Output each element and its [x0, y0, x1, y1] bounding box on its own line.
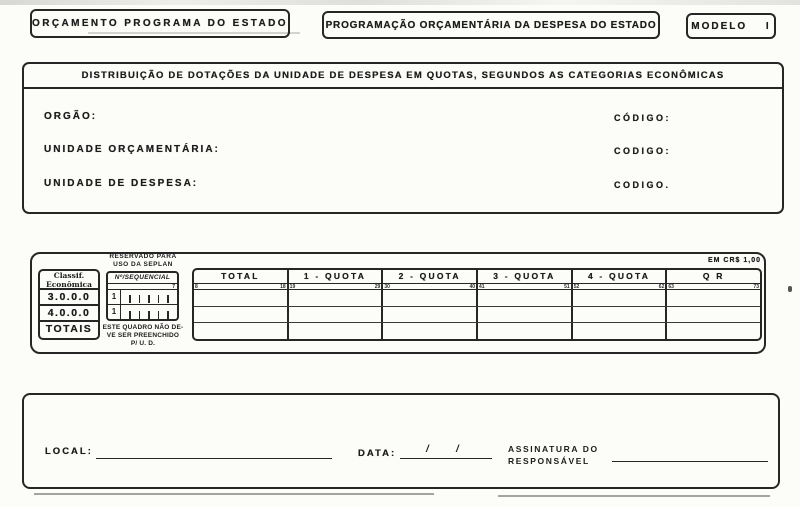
- position-cell: [478, 284, 573, 289]
- signature-label-line2: RESPONSÁVEL: [508, 456, 590, 466]
- classification-header-line1: Classif.: [53, 271, 85, 280]
- column-header-total: TOTAL: [194, 270, 289, 283]
- signature-fill-line: [612, 444, 768, 462]
- section-title: DISTRIBUIÇÃO DE DOTAÇÕES DA UNIDADE DE DESPESA EM QUOTAS, SEGUNDOS AS CATEGORIAS ECONÔMICAS: [24, 64, 782, 89]
- position-marker: 73: [753, 284, 760, 290]
- orgao-field-label: ORGÃO:: [44, 111, 98, 122]
- table-cell-empty: [573, 290, 668, 306]
- row-marker: 1: [108, 305, 121, 320]
- classification-row-3000: 3.0.0.0: [40, 290, 98, 306]
- table-row: [194, 290, 760, 307]
- table-cell-empty: [383, 290, 478, 306]
- column-header-quota3: 3 - QUOTA: [478, 270, 573, 283]
- date-slash: /: [426, 444, 429, 455]
- position-marker: 40: [469, 284, 476, 290]
- column-header-qr: Q R: [702, 271, 725, 281]
- signature-label: [508, 443, 599, 467]
- position-cell: [194, 284, 289, 289]
- currency-note: EM CR$ 1,00: [707, 257, 761, 264]
- classification-header-line2: Econômica: [46, 279, 92, 289]
- unidade-orcamentaria-field-label: UNIDADE ORÇAMENTÁRIA:: [44, 144, 220, 155]
- table-cell-empty: [573, 307, 668, 323]
- seplan-reserved-note-line1: RESERVADO PARA: [109, 253, 177, 260]
- date-fill-line: [400, 441, 492, 459]
- local-field-label: LOCAL:: [45, 446, 93, 457]
- table-row: [194, 323, 760, 340]
- digit-tick-marks: [121, 305, 177, 320]
- position-cell: [383, 284, 478, 289]
- scan-artifact-line: [498, 495, 770, 497]
- position-marker: 7: [172, 284, 175, 290]
- position-marker: 29: [374, 284, 381, 290]
- position-cell: [289, 284, 384, 289]
- table-cell-empty: [194, 290, 289, 306]
- scan-smudge: [0, 0, 800, 5]
- classification-row-4000: 4.0.0.0: [40, 306, 98, 322]
- orgao-code-label: CÓDIGO:: [614, 113, 671, 123]
- seplan-reserved-note-line2: USO DA SEPLAN: [113, 260, 173, 268]
- table-cell-empty: [667, 307, 760, 323]
- row-marker: 1: [108, 290, 121, 304]
- table-cell-empty: [667, 323, 760, 340]
- seplan-bottom-note-line3: P/ U. D.: [130, 340, 156, 347]
- table-cell-empty: [289, 307, 384, 323]
- classification-row-totais: TOTAIS: [45, 323, 93, 335]
- date-slash: /: [456, 444, 459, 455]
- position-marker: 8: [195, 284, 198, 290]
- position-marker: 52: [573, 284, 580, 290]
- table-cell-empty: [383, 323, 478, 340]
- column-header-quota2: 2 - QUOTA: [383, 270, 478, 283]
- position-cell: [667, 284, 760, 289]
- form-name-box: [30, 9, 290, 38]
- position-marker: 18: [280, 284, 286, 290]
- sequential-digit-row: [108, 290, 177, 305]
- position-marker: 30: [384, 284, 390, 290]
- table-row: [194, 307, 760, 324]
- identification-section: [22, 62, 784, 214]
- column-header-quota4: 4 - QUOTA: [573, 270, 668, 283]
- economic-classification-box: [38, 269, 100, 340]
- form-name-label: ORÇAMENTO PROGRAMA DO ESTADO: [32, 18, 288, 29]
- table-cell-empty: [194, 307, 289, 323]
- date-field-label: DATA:: [358, 448, 397, 459]
- scan-artifact-line: [34, 493, 434, 495]
- form-subject-label: PROGRAMAÇÃO ORÇAMENTÁRIA DA DESPESA DO ESTADO: [325, 19, 657, 31]
- form-subject-box: [322, 11, 660, 39]
- quota-table: [192, 268, 762, 341]
- table-cell-empty: [667, 290, 760, 306]
- table-cell-empty: [289, 290, 384, 306]
- unidade-despesa-code-label: CODIGO.: [614, 180, 671, 190]
- seplan-bottom-note-line2: VE SER PREENCHIDO: [106, 332, 180, 339]
- sequential-digit-row: [108, 305, 177, 320]
- table-cell-empty: [478, 307, 573, 323]
- table-cell-empty: [478, 323, 573, 340]
- unidade-orcamentaria-code-label: CODIGO:: [614, 146, 671, 156]
- scan-artifact-dot: [788, 286, 792, 292]
- model-label: MODELO I: [691, 20, 771, 32]
- position-marker: 51: [564, 284, 570, 290]
- position-marker: 19: [289, 284, 296, 290]
- position-marker: 63: [668, 284, 674, 290]
- model-box: [686, 13, 776, 39]
- table-cell-empty: [194, 323, 289, 340]
- table-cell-empty: [478, 290, 573, 306]
- position-cell: [573, 284, 668, 289]
- digit-tick-marks: [121, 290, 177, 304]
- classification-header: [40, 271, 98, 290]
- column-header-quota1: 1 - QUOTA: [289, 270, 384, 283]
- sequential-number-box: [106, 271, 179, 321]
- quota-table-header-row: [194, 270, 760, 283]
- local-fill-line: [96, 441, 332, 459]
- seplan-bottom-note-line1: ESTE QUADRO NÃO DE-: [102, 324, 184, 331]
- position-marker: 62: [658, 284, 665, 290]
- card-column-position-row: [194, 283, 760, 290]
- table-cell-empty: [289, 323, 384, 340]
- unidade-despesa-field-label: UNIDADE DE DESPESA:: [44, 178, 199, 189]
- table-cell-empty: [573, 323, 668, 340]
- seplan-reserved-note: [103, 253, 183, 268]
- table-cell-empty: [383, 307, 478, 323]
- sequential-box-header: Nº/SEQUENCIAL: [108, 273, 177, 284]
- seplan-bottom-note: [98, 324, 188, 348]
- signature-label-line1: ASSINATURA DO: [508, 444, 599, 454]
- position-marker: 41: [479, 284, 485, 290]
